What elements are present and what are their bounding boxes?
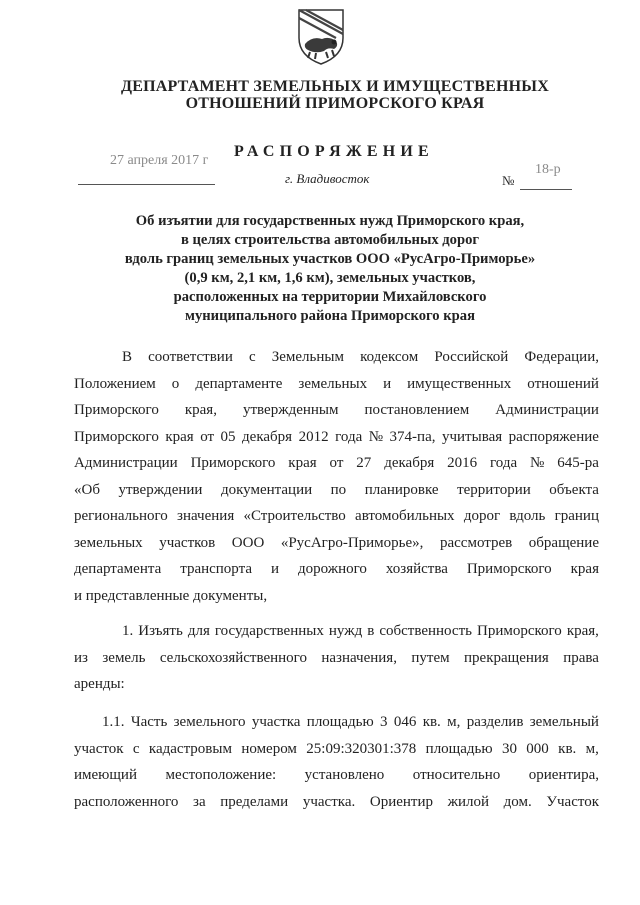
department-name-line: ДЕПАРТАМЕНТ ЗЕМЕЛЬНЫХ И ИМУЩЕСТВЕННЫХ xyxy=(121,78,549,95)
item-1-1-paragraph xyxy=(74,709,599,815)
subject-line: (0,9 км, 2,1 км, 1,6 км), земельных участков, xyxy=(184,270,476,286)
paragraph-line: регионального значения «Строительство автомобильных дорог вдоль границ xyxy=(74,508,599,524)
document-date: 27 апреля 2017 г xyxy=(110,153,209,168)
document-subject xyxy=(90,212,570,326)
paragraph-line: участок с кадастровым номером 25:09:320301:378 площадью 30 000 кв. м, xyxy=(74,740,599,757)
item-1-paragraph xyxy=(74,618,599,698)
paragraph-line: Администрации Приморского края от 27 декабря 2016 года № 645-ра xyxy=(74,455,599,471)
document-city: г. Владивосток xyxy=(285,171,370,186)
number-underline xyxy=(520,189,572,190)
subject-line: вдоль границ земельных участков ООО «РусАгро-Приморье» xyxy=(124,251,536,267)
paragraph-line: земельных участков ООО «РусАгро-Приморье», рассмотрев обращение xyxy=(74,534,599,551)
paragraph-line: Приморского края от 05 декабря 2012 года № 374-па, учитывая распоряжение xyxy=(74,428,599,445)
subject-line: в целях строительства автомобильных дорог xyxy=(180,232,480,248)
paragraph-line: департамента транспорта и дорожного хозяйства Приморского края xyxy=(74,561,599,577)
paragraph-line: аренды: xyxy=(74,676,125,692)
number-sign: № xyxy=(502,173,515,188)
paragraph-line: имеющий местоположение: установлено относительно ориентира, xyxy=(74,767,599,783)
subject-line: муниципального района Приморского края xyxy=(185,308,475,324)
department-name-line: ОТНОШЕНИЙ ПРИМОРСКОГО КРАЯ xyxy=(185,95,485,112)
paragraph-line: Положением о департаменте земельных и имущественных отношений xyxy=(74,375,599,392)
document-type-title: РАСПОРЯЖЕНИЕ xyxy=(234,143,434,160)
paragraph-line: расположенного за пределами участка. Ориентир жилой дом. Участок xyxy=(74,793,599,810)
department-name xyxy=(100,78,570,112)
document-number: 18-р xyxy=(535,162,561,177)
date-underline xyxy=(78,184,215,185)
paragraph-line: и представленные документы, xyxy=(74,587,268,604)
subject-line: расположенных на территории Михайловского xyxy=(173,289,487,305)
paragraph-line: «Об утверждении документации по планировке территории объекта xyxy=(74,481,599,498)
paragraph-line: Приморского края, утвержденным постановлением Администрации xyxy=(74,402,599,418)
preamble-paragraph xyxy=(74,344,599,609)
paragraph-line: В соответствии с Земельным кодексом Российской Федерации, xyxy=(122,349,599,365)
paragraph-line: из земель сельскохозяйственного назначения, путем прекращения права xyxy=(74,649,599,666)
coat-of-arms-emblem xyxy=(296,8,346,66)
paragraph-line: 1. Изъять для государственных нужд в собственность Приморского края, xyxy=(122,623,599,639)
subject-line: Об изъятии для государственных нужд Приморского края, xyxy=(135,213,525,229)
paragraph-line: 1.1. Часть земельного участка площадью 3 046 кв. м, разделив земельный xyxy=(102,714,599,730)
